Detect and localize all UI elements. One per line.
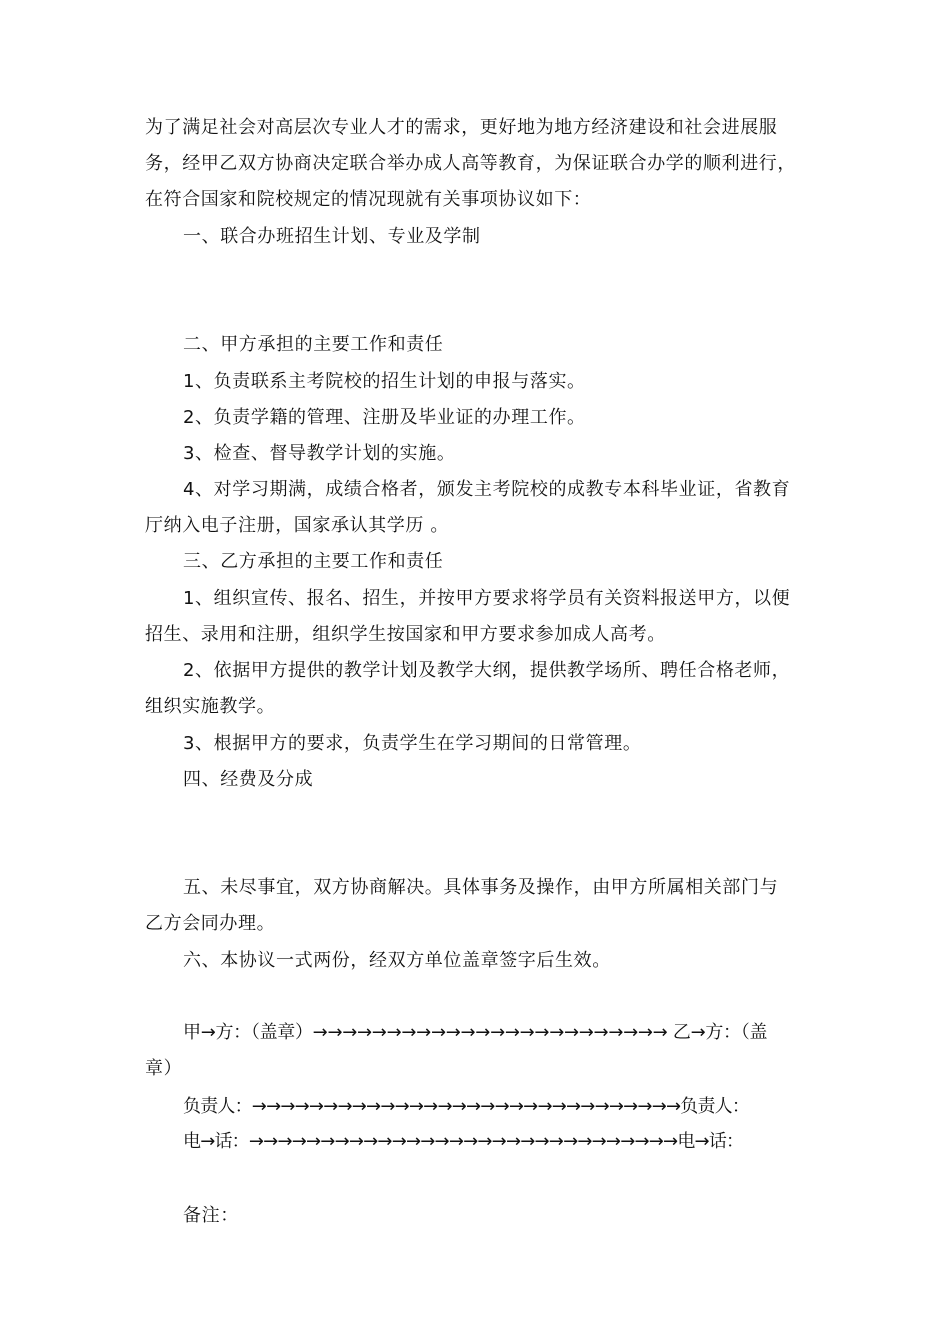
section-2-heading: 二、甲方承担的主要工作和责任 [183, 334, 444, 355]
section-2-item-4-line-2: 厅纳入电子注册，国家承认其学历 。 [145, 515, 449, 536]
section-5-line-1: 五、未尽事宜，双方协商解决。具体事务及操作，由甲方所属相关部门与 [183, 877, 779, 898]
intro-line-3: 在符合国家和院校规定的情况现就有关事项协议如下： [145, 189, 592, 210]
section-3-item-2-line-2: 组织实施教学。 [145, 696, 276, 717]
section-3-item-1-line-2: 招生、录用和注册，组织学生按国家和甲方要求参加成人高考。 [145, 624, 666, 645]
remarks-label: 备注： [183, 1205, 239, 1226]
section-2-item-4-line-1: 4、对学习期满，成绩合格者，颁发主考院校的成教专本科毕业证，省教育 [183, 479, 791, 500]
section-2-item-3: 3、检查、督导教学计划的实施。 [183, 443, 456, 464]
intro-line-2: 务，经甲乙双方协商决定联合举办成人高等教育，为保证联合办学的顺利进行， [145, 153, 796, 174]
section-6-line-1: 六、本协议一式两份，经双方单位盖章签字后生效。 [183, 950, 611, 971]
section-3-heading: 三、乙方承担的主要工作和责任 [183, 551, 444, 572]
section-5-line-2: 乙方会同办理。 [145, 913, 276, 934]
intro-line-1: 为了满足社会对高层次专业人才的需求，更好地为地方经济建设和社会进展服 [145, 117, 778, 138]
section-4-heading: 四、经费及分成 [183, 769, 314, 790]
section-3-item-1-line-1: 1、组织宣传、报名、招生，并按甲方要求将学员有关资料报送甲方，以便 [183, 588, 791, 609]
signature-seal-line-1: 甲→方：（盖章）→→→→→→→→→→→→→→→→→→→→→→→→ 乙→方：（盖 [183, 1022, 768, 1043]
section-3-item-2-line-1: 2、依据甲方提供的教学计划及教学大纲，提供教学场所、聘任合格老师， [183, 660, 791, 681]
signature-phone-line: 电→话：→→→→→→→→→→→→→→→→→→→→→→→→→→→→→→电→话： [183, 1131, 744, 1152]
signature-person-line: 负责人：→→→→→→→→→→→→→→→→→→→→→→→→→→→→→→负责人： [183, 1096, 750, 1117]
section-3-item-3: 3、根据甲方的要求，负责学生在学习期间的日常管理。 [183, 733, 642, 754]
section-1-heading: 一、联合办班招生计划、专业及学制 [183, 226, 481, 247]
signature-seal-line-2: 章） [145, 1058, 183, 1079]
section-2-item-2: 2、负责学籍的管理、注册及毕业证的办理工作。 [183, 407, 586, 428]
section-2-item-1: 1、负责联系主考院校的招生计划的申报与落实。 [183, 371, 586, 392]
